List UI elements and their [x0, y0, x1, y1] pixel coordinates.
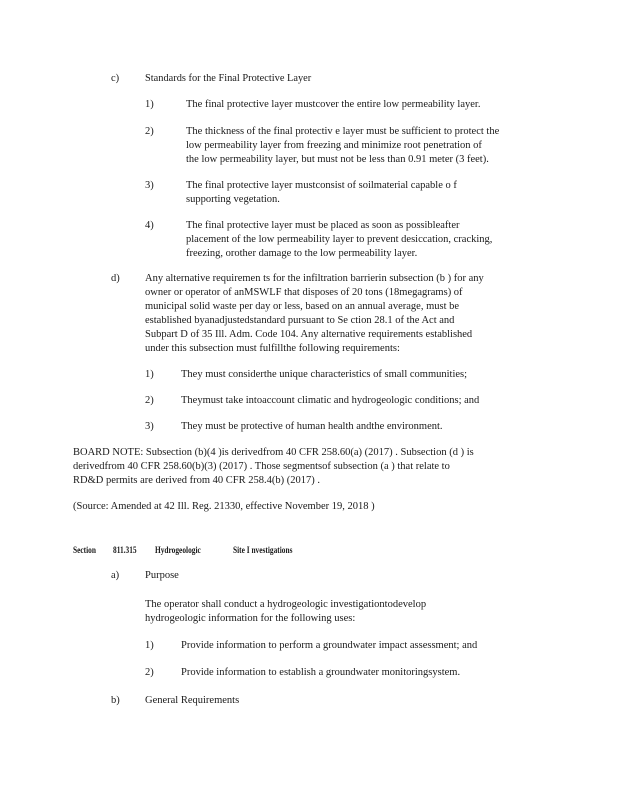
- section-a-line-2: hydrogeologic information for the following uses:: [145, 613, 356, 624]
- item-c3-line-1: The final protective layer mustconsist of soilmaterial capable o f: [186, 180, 457, 191]
- item-c1-text: The final protective layer mustcover the entire low permeability layer.: [186, 99, 481, 110]
- item-c4-line-2: placement of the low permeability layer to prevent desiccation, cracking,: [186, 234, 493, 245]
- item-d2-number: 2): [145, 395, 154, 406]
- item-d1-text: They must considerthe unique characteristics of small communities;: [181, 369, 468, 380]
- section-d-line-2: owner or operator of anMSWLF that disposes of 20 tons (18megagrams) of: [145, 287, 463, 298]
- section-d-line-3: municipal solid waste per day or less, based on an annual average, must be: [145, 301, 460, 312]
- section-b-heading: General Requirements: [145, 695, 240, 706]
- item-c4-line-3: freezing, orother damage to the low permeability layer.: [186, 248, 418, 259]
- item-d3-text: They must be protective of human health andthe environment.: [181, 421, 443, 432]
- item-d1-number: 1): [145, 369, 154, 380]
- section-title-part-2: Site I nvestigations: [233, 545, 293, 555]
- section-d-line-4: established byanadjustedstandard pursuant to Se ction 28.1 of the Act and: [145, 315, 455, 326]
- section-d-line-6: under this subsection must fulfillthe following requirements:: [145, 343, 400, 354]
- source-note: (Source: Amended at 42 Ill. Reg. 21330, effective November 19, 2018 ): [73, 501, 375, 512]
- section-d-line-5: Subpart D of 35 Ill. Adm. Code 104. Any alternative requirements established: [145, 329, 473, 340]
- board-note-line-3: RD&D permits are derived from 40 CFR 258.4(b) (2017) .: [73, 475, 321, 486]
- item-c3-number: 3): [145, 180, 154, 191]
- item-c4-number: 4): [145, 220, 154, 231]
- section-d-line-1: Any alternative requiremen ts for the infiltration barrierin subsection (b ) for any: [145, 273, 484, 284]
- board-note-line-2: derivedfrom 40 CFR 258.60(b)(3) (2017) . Those segmentsof subsection (a ) that relate to: [73, 461, 450, 472]
- item-a2-number: 2): [145, 667, 154, 678]
- section-a-line-1: The operator shall conduct a hydrogeologic investigationtodevelop: [145, 599, 427, 610]
- section-b-label: b): [111, 695, 120, 706]
- section-number: 811.315: [113, 545, 137, 555]
- section-d-label: d): [111, 273, 120, 284]
- item-a2-text: Provide information to establish a groundwater monitoringsystem.: [181, 667, 461, 678]
- board-note-line-1: BOARD NOTE: Subsection (b)(4 )is derivedfrom 40 CFR 258.60(a) (2017) . Subsection (d ) is: [73, 447, 474, 458]
- item-c4-line-1: The final protective layer must be placed as soon as possibleafter: [186, 220, 460, 231]
- item-c2-line-3: the low permeability layer, but must not be less than 0.91 meter (3 feet).: [186, 154, 489, 165]
- section-c-label: c): [111, 73, 120, 84]
- section-title-part-1: Hydrogeologic: [155, 545, 201, 555]
- item-d2-text: Theymust take intoaccount climatic and hydrogeologic conditions; and: [181, 395, 480, 406]
- item-a1-number: 1): [145, 640, 154, 651]
- item-a1-text: Provide information to perform a groundwater impact assessment; and: [181, 640, 478, 651]
- section-a-label: a): [111, 570, 120, 581]
- section-a-heading: Purpose: [145, 570, 179, 581]
- item-c2-line-2: low permeability layer from freezing and minimize root penetration of: [186, 140, 482, 151]
- item-c1-number: 1): [145, 99, 154, 110]
- section-c-heading: Standards for the Final Protective Layer: [145, 73, 312, 84]
- item-d3-number: 3): [145, 421, 154, 432]
- item-c2-number: 2): [145, 126, 154, 137]
- item-c3-line-2: supporting vegetation.: [186, 194, 280, 205]
- item-c2-line-1: The thickness of the final protectiv e layer must be sufficient to protect the: [186, 126, 500, 137]
- section-word: Section: [73, 545, 96, 555]
